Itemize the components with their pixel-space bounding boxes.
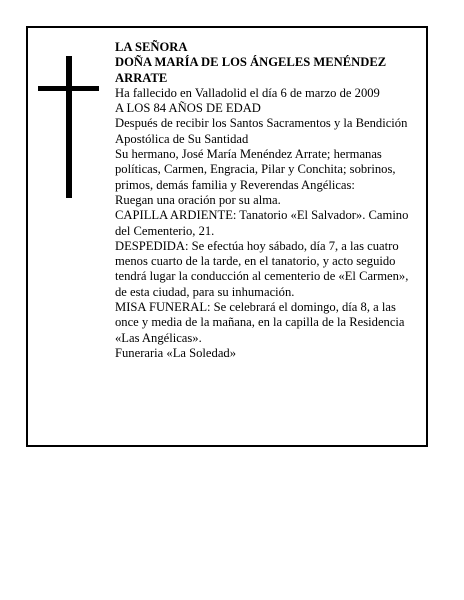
obituary-notice bbox=[26, 26, 428, 447]
death-statement: Ha fallecido en Valladolid el día 6 de marzo de 2009 bbox=[115, 85, 380, 100]
funeral-home-name: Funeraria «La Soledad» bbox=[115, 345, 236, 360]
deceased-name: DOÑA MARÍA DE LOS ÁNGELES MENÉNDEZ ARRATE bbox=[115, 55, 387, 85]
farewell-info: DESPEDIDA: Se efectúa hoy sábado, día 7, a las cuatro menos cuarto de la tarde, en el tanatorio, y acto seguido tendrá lugar la conducción al cementerio de «El Carmen», de esta ciudad, para su inhumación. bbox=[115, 238, 409, 299]
cross-horizontal-bar bbox=[38, 86, 99, 91]
chapel-info: CAPILLA ARDIENTE: Tanatorio «El Salvador». Camino del Cementerio, 21. bbox=[115, 208, 409, 238]
family-statement: Su hermano, José María Menéndez Arrate; hermanas políticas, Carmen, Engracia, Pilar y Conchita; sobrinos, primos, demás familia y Reverendas Angélicas: bbox=[115, 147, 396, 192]
funeral-mass-info: MISA FUNERAL: Se celebrará el domingo, día 8, a las once y media de la mañana, en la capilla de la Residencia «Las Angélicas». bbox=[115, 300, 405, 345]
deceased-title: LA SEÑORA bbox=[115, 40, 188, 54]
age-statement: A LOS 84 AÑOS DE EDAD bbox=[115, 101, 261, 116]
cross-vertical-bar bbox=[66, 56, 72, 198]
prayer-request: Ruegan una oración por su alma. bbox=[115, 192, 281, 207]
obituary-text bbox=[115, 40, 420, 361]
sacraments-statement: Después de recibir los Santos Sacramentos y la Bendición Apostólica de Su Santidad bbox=[115, 116, 408, 146]
